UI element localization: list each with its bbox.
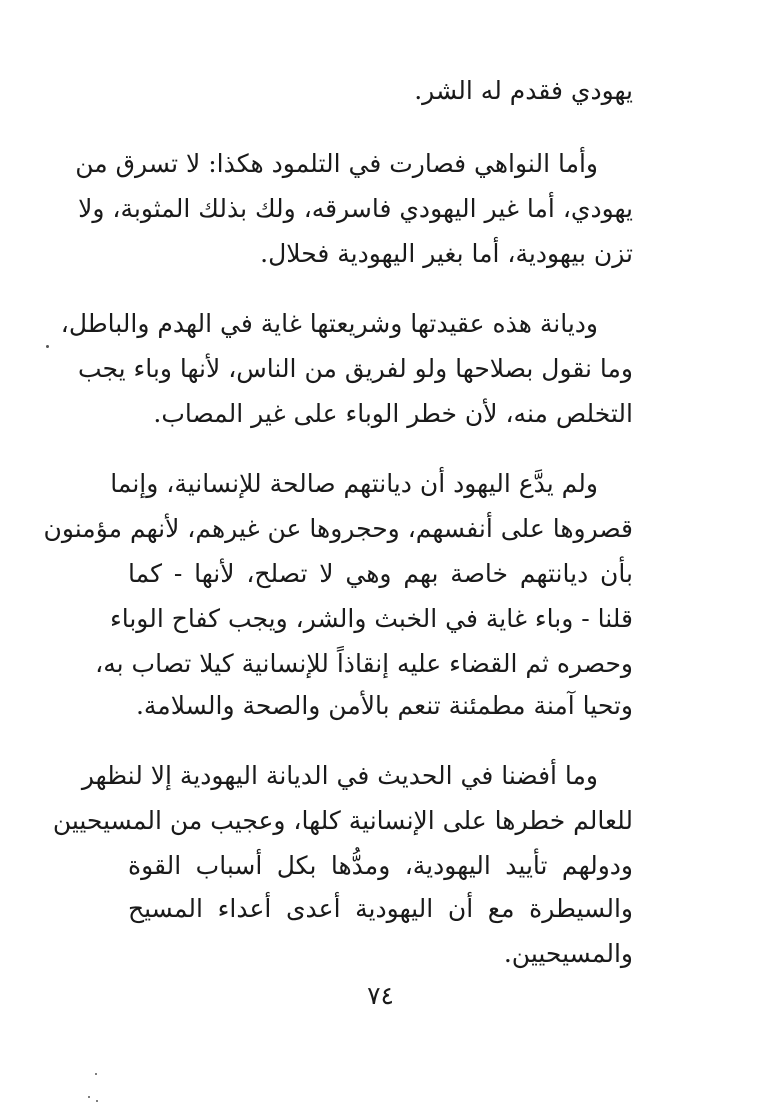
paragraph-4-line-1: ولم يدَّع اليهود أن ديانتهم صالحة للإنسانية، وإنما	[110, 469, 598, 498]
paragraph-2-line-3: تزن بيهودية، أما بغير اليهودية فحلال.	[260, 239, 633, 268]
paragraph-4-line-4: قلنا - وباء غاية في الخبث والشر، ويجب كفاح الوباء	[109, 604, 633, 633]
paragraph-2-line-2: يهودي، أما غير اليهودي فاسرقه، ولك بذلك المثوبة، ولا	[78, 194, 633, 223]
paragraph-3-line-2: وما نقول بصلاحها ولو لفريق من الناس، لأنها وباء يجب	[77, 354, 633, 383]
paragraph-3-line-1: وديانة هذه عقيدتها وشريعتها غاية في الهدم والباطل،	[60, 309, 598, 338]
paragraph-5-line-3: ودولهم تأييد اليهودية، ومدُّها بكل أسباب القوة	[128, 851, 633, 880]
paragraph-3-line-3: التخلص منه، لأن خطر الوباء على غير المصاب.	[153, 399, 633, 428]
paragraph-4-line-6: وتحيا آمنة مطمئنة تنعم بالأمن والصحة والسلامة.	[135, 691, 633, 720]
page-number: ٧٤	[367, 981, 394, 1010]
scan-speck	[88, 1096, 90, 1098]
paragraph-1-line-1: يهودي فقدم له الشر.	[414, 76, 633, 105]
paragraph-2-line-1: وأما النواهي فصارت في التلمود هكذا: لا تسرق من	[75, 149, 598, 178]
paragraph-5-line-1: وما أفضنا في الحديث في الديانة اليهودية إلا لنظهر	[81, 761, 598, 790]
scan-speck	[46, 345, 49, 348]
paragraph-4-line-5: وحصره ثم القضاء عليه إنقاذاً للإنسانية كيلا تصاب به،	[95, 649, 633, 678]
paragraph-5-line-2: للعالم خطرها على الإنسانية كلها، وعجيب من المسيحيين	[52, 806, 633, 835]
paragraph-5-line-4: والسيطرة مع أن اليهودية أعدى أعداء المسيح	[128, 894, 633, 923]
paragraph-4-line-2: قصروها على أنفسهم، وحجروها عن غيرهم، لأنهم مؤمنون	[43, 514, 633, 543]
paragraph-5-line-5: والمسيحيين.	[503, 939, 633, 968]
scan-speck	[96, 1100, 98, 1102]
scan-speck	[95, 1073, 97, 1075]
paragraph-4-line-3: بأن ديانتهم خاصة بهم وهي لا تصلح، لأنها - كما	[128, 559, 633, 588]
